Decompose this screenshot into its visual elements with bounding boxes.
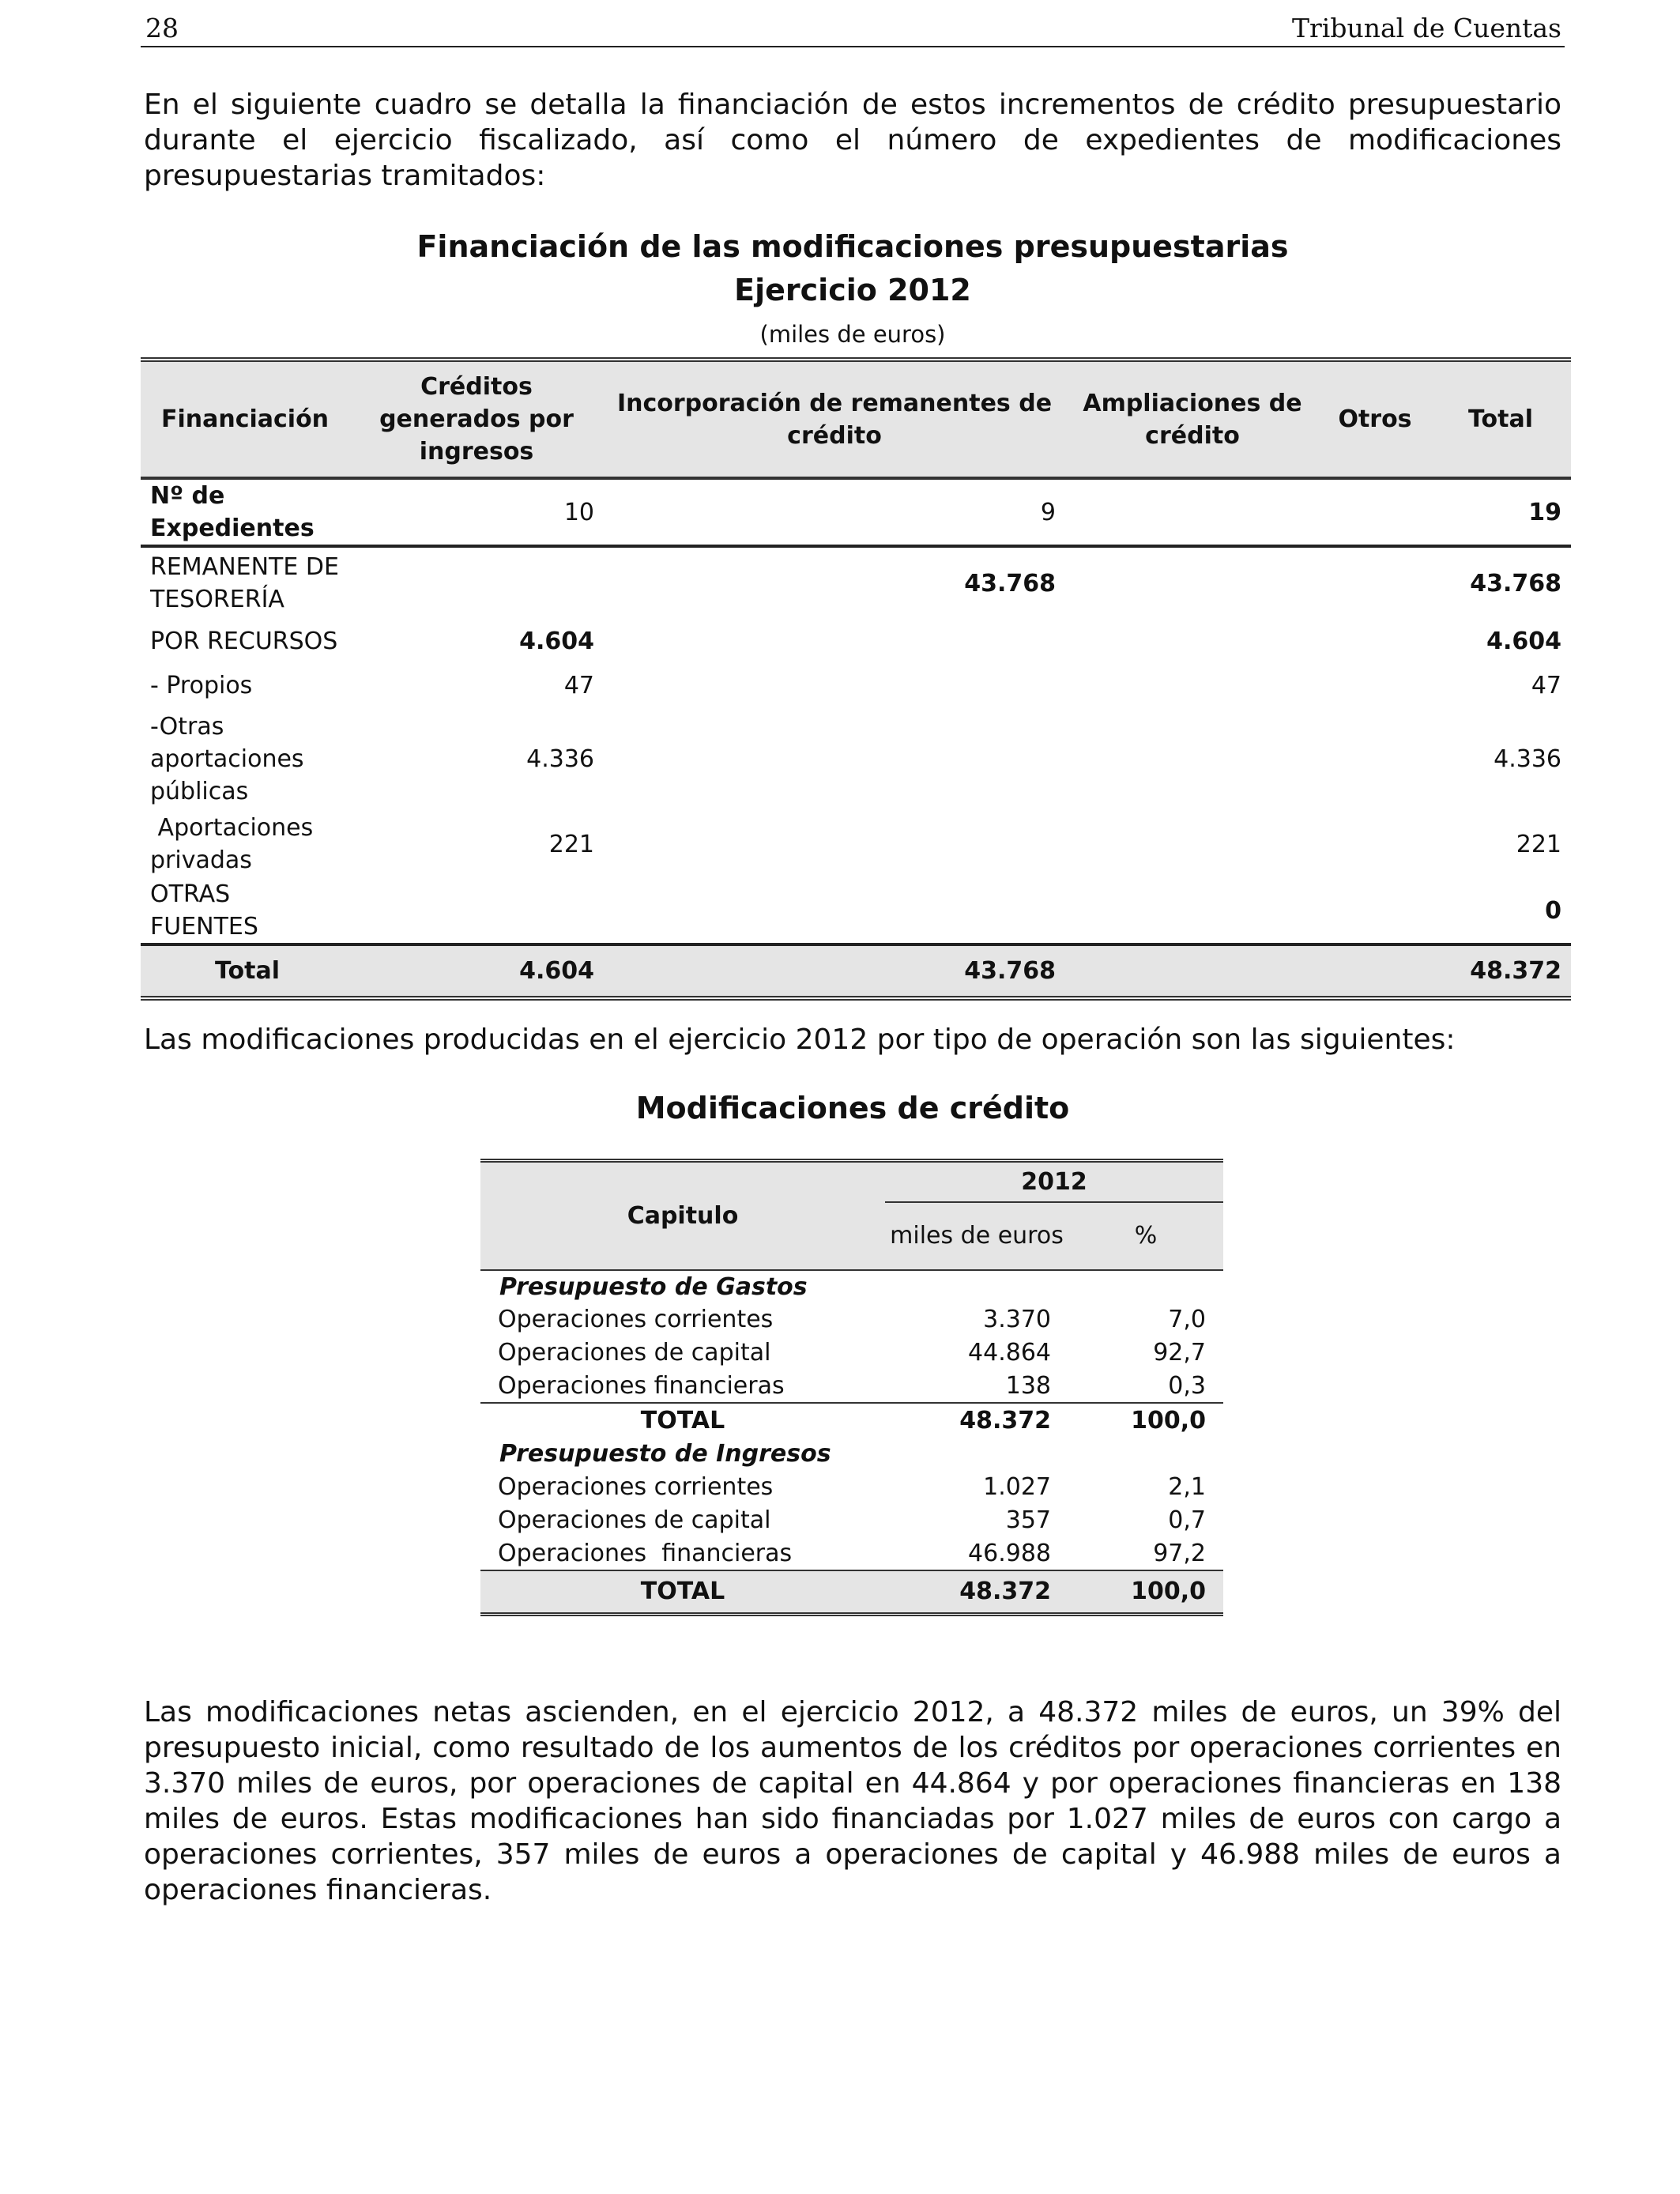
cell-value <box>349 546 604 619</box>
row-label: Operaciones de capital <box>498 1339 771 1367</box>
cell-value <box>1320 810 1430 878</box>
cell-value <box>604 878 1065 944</box>
table-header-row <box>480 1161 1223 1202</box>
capitulo-header: Capitulo <box>480 1161 885 1270</box>
cell-value: 138 <box>1005 1371 1051 1400</box>
section-title: Presupuesto de Ingresos <box>499 1440 831 1468</box>
row-label: Nº de Expedientes <box>141 478 349 546</box>
cell-value <box>1320 707 1430 810</box>
cell-total: 43.768 <box>1470 569 1561 598</box>
subtotal-row <box>480 1403 1223 1438</box>
page-number: 28 <box>145 13 179 43</box>
table2-title: Modificaciones de crédito <box>635 1091 1070 1125</box>
section-row <box>480 1270 1223 1303</box>
table-row <box>141 707 1571 810</box>
total-value <box>1320 944 1430 998</box>
table-row <box>141 810 1571 878</box>
cell-total: 4.336 <box>1494 745 1561 773</box>
cell-value <box>604 663 1065 707</box>
table-row <box>480 1471 1223 1504</box>
row-label: Operaciones financieras <box>498 1539 793 1567</box>
row-label: Operaciones de capital <box>498 1506 771 1534</box>
cell-value <box>1320 546 1430 619</box>
row-label: Operaciones financieras <box>498 1371 785 1400</box>
miles-header: miles de euros <box>885 1202 1068 1270</box>
row-label: REMANENTE DE TESORERÍA <box>150 553 339 613</box>
cell-total: 47 <box>1531 671 1561 699</box>
column-header: Créditos generados por ingresos <box>349 360 604 478</box>
financing-table <box>141 357 1571 1001</box>
cell-value <box>1320 878 1430 944</box>
table1-units: (miles de euros) <box>759 321 946 348</box>
intro-paragraph: En el siguiente cuadro se detalla la financiación de estos incrementos de crédito presupuestario durante el ejercicio fiscalizado, así como el número de expedientes de modificaciones presupuestarias tramitados: <box>144 89 1561 192</box>
table-row <box>480 1336 1223 1370</box>
total-percent: 100,0 <box>1068 1570 1223 1615</box>
cell-percent: 0,7 <box>1168 1506 1206 1534</box>
total-value: 43.768 <box>604 944 1065 998</box>
subtotal-value: 48.372 <box>885 1403 1068 1438</box>
cell-value: 4.604 <box>519 627 594 655</box>
table-row <box>141 546 1571 619</box>
cell-value: 44.864 <box>968 1339 1051 1367</box>
cell-value: 43.768 <box>964 569 1056 598</box>
percent-header: % <box>1068 1202 1223 1270</box>
row-label: -Otras aportaciones públicas <box>150 712 304 805</box>
column-header: Otros <box>1320 360 1430 478</box>
cell-value <box>604 810 1065 878</box>
row-label: POR RECURSOS <box>150 627 338 655</box>
table1-title: Financiación de las modificaciones presupuestarias <box>416 229 1289 264</box>
cell-value: 3.370 <box>983 1306 1051 1333</box>
cell-total: 221 <box>1516 830 1561 858</box>
row-label: Aportaciones privadas <box>150 814 321 874</box>
cell-value <box>1065 810 1320 878</box>
total-row <box>480 1570 1223 1615</box>
table1-subtitle: Ejercicio 2012 <box>734 273 971 307</box>
table-row <box>480 1303 1223 1336</box>
total-row <box>141 944 1571 998</box>
cell-value <box>1065 546 1320 619</box>
modifications-table <box>480 1159 1223 1616</box>
cell-value: 1.027 <box>983 1473 1051 1501</box>
cell-value <box>1320 619 1430 663</box>
grand-total: 48.372 <box>1430 944 1571 998</box>
cell-value: 4.336 <box>526 745 594 773</box>
cell-value: 357 <box>1005 1506 1051 1534</box>
cell-percent: 92,7 <box>1153 1339 1206 1367</box>
table-row <box>480 1504 1223 1537</box>
column-header: Total <box>1430 360 1571 478</box>
row-label: Operaciones corrientes <box>498 1473 774 1501</box>
cell-value <box>349 878 604 944</box>
table-row <box>141 663 1571 707</box>
header-rule <box>141 46 1565 47</box>
cell-value <box>604 707 1065 810</box>
section-title: Presupuesto de Gastos <box>499 1272 808 1301</box>
table-row <box>141 478 1571 546</box>
cell-value: 46.988 <box>968 1539 1051 1567</box>
cell-percent: 0,3 <box>1168 1371 1206 1400</box>
total-value: 4.604 <box>349 944 604 998</box>
row-label: - Propios <box>150 671 253 699</box>
cell-value: 10 <box>349 478 604 546</box>
running-header <box>141 6 1565 46</box>
cell-total: 19 <box>1430 478 1571 546</box>
header-title: Tribunal de Cuentas <box>1292 13 1561 43</box>
total-label: Total <box>141 944 349 998</box>
cell-value: 9 <box>604 478 1065 546</box>
year-header: 2012 <box>885 1161 1223 1202</box>
table-row <box>141 878 1571 944</box>
cell-value <box>1065 478 1320 546</box>
cell-value: 47 <box>563 671 594 699</box>
operations-paragraph: Las modificaciones producidas en el ejercicio 2012 por tipo de operación son las siguientes: <box>144 1023 1456 1056</box>
cell-value <box>1065 663 1320 707</box>
cell-percent: 7,0 <box>1168 1306 1206 1333</box>
cell-total: 4.604 <box>1486 627 1561 655</box>
section-row <box>480 1438 1223 1471</box>
table-header-row <box>141 360 1571 478</box>
row-label: Operaciones corrientes <box>498 1306 774 1333</box>
cell-total: 0 <box>1545 896 1561 925</box>
cell-value: 221 <box>548 830 594 858</box>
total-label: TOTAL <box>480 1570 885 1615</box>
cell-value <box>1320 478 1430 546</box>
total-value: 48.372 <box>885 1570 1068 1615</box>
conclusion-paragraph: Las modificaciones netas ascienden, en el ejercicio 2012, a 48.372 miles de euros, un 39% del presupuesto inicial, como resultado de los aumentos de los créditos por operaciones corrientes en 3.370 miles de euros, por operaciones de capital en 44.864 y por operaciones financieras en 138 miles de euros. Estas modificaciones han sido financiadas por 1.027 miles de euros con cargo a operaciones corrientes, 357 miles de euros a operaciones de capital y 46.988 miles de euros a operaciones financieras. <box>144 1696 1561 1906</box>
subtotal-percent: 100,0 <box>1068 1403 1223 1438</box>
column-header: Financiación <box>141 360 349 478</box>
table-row <box>480 1370 1223 1403</box>
row-label: OTRAS FUENTES <box>150 880 258 941</box>
total-value <box>1065 944 1320 998</box>
cell-value <box>604 619 1065 663</box>
table-row <box>141 619 1571 663</box>
cell-value <box>1065 878 1320 944</box>
column-header: Ampliaciones de crédito <box>1065 360 1320 478</box>
table-row <box>480 1537 1223 1570</box>
cell-value <box>1320 663 1430 707</box>
cell-percent: 2,1 <box>1168 1473 1206 1501</box>
cell-value <box>1065 707 1320 810</box>
cell-percent: 97,2 <box>1153 1539 1206 1567</box>
cell-value <box>1065 619 1320 663</box>
column-header: Incorporación de remanentes de crédito <box>604 360 1065 478</box>
subtotal-label: TOTAL <box>480 1403 885 1438</box>
